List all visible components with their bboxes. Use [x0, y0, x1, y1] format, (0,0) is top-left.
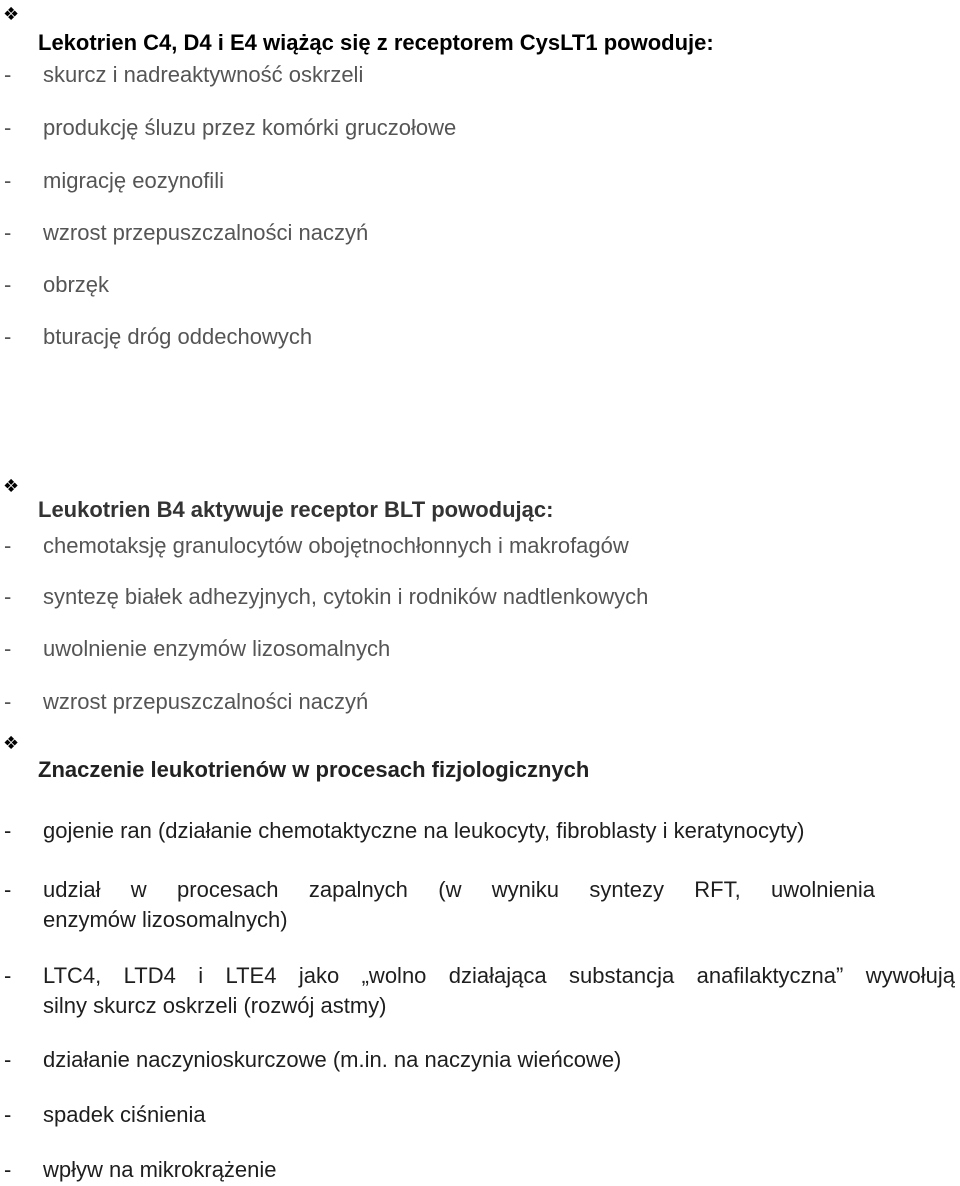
- list-item-text: gojenie ran (działanie chemotaktyczne na leukocyty, fibroblasty i keratynocyty): [43, 818, 805, 843]
- list-item-text: migrację eozynofili: [43, 168, 224, 193]
- list-item-line-1: udział w procesach zapalnych (w wyniku syntezy RFT, uwolnienia: [43, 877, 875, 902]
- dash-bullet: -: [4, 324, 12, 349]
- dash-bullet: -: [4, 62, 12, 87]
- list-item-text: wpływ na mikrokrążenie: [43, 1157, 277, 1182]
- list-item-text: [43, 961, 955, 1021]
- dash-bullet: -: [4, 533, 12, 558]
- list-item-text: działanie naczynioskurczowe (m.in. na naczynia wieńcowe): [43, 1047, 622, 1072]
- list-item-text: bturację dróg oddechowych: [43, 324, 313, 349]
- dash-bullet: -: [4, 1157, 12, 1182]
- dash-bullet: -: [4, 636, 12, 661]
- list-item-text: uwolnienie enzymów lizosomalnych: [43, 636, 391, 661]
- list-item-text: skurcz i nadreaktywność oskrzeli: [43, 62, 364, 87]
- dash-bullet: -: [4, 168, 12, 193]
- dash-bullet: -: [4, 272, 12, 297]
- list-item-text: syntezę białek adhezyjnych, cytokin i rodników nadtlenkowych: [43, 584, 649, 609]
- dash-bullet: -: [4, 584, 12, 609]
- list-item-text: wzrost przepuszczalności naczyń: [43, 220, 369, 245]
- section-3-heading: Znaczenie leukotrienów w procesach fizjologicznych: [38, 757, 590, 782]
- list-item-line-2: enzymów lizosomalnych): [43, 907, 288, 932]
- bullet-diamond-icon: ❖: [3, 4, 19, 25]
- dash-bullet: -: [4, 963, 12, 988]
- dash-bullet: -: [4, 818, 12, 843]
- list-item-text: produkcję śluzu przez komórki gruczołowe: [43, 115, 457, 140]
- dash-bullet: -: [4, 220, 12, 245]
- list-item-text: [43, 875, 875, 935]
- list-item-text: spadek ciśnienia: [43, 1102, 206, 1127]
- bullet-diamond-icon: ❖: [3, 476, 19, 497]
- list-item-text: wzrost przepuszczalności naczyń: [43, 689, 369, 714]
- section-2-heading: Leukotrien B4 aktywuje receptor BLT powodując:: [38, 497, 554, 522]
- list-item-line-1: LTC4, LTD4 i LTE4 jako „wolno działająca substancja anafilaktyczna” wywołują: [43, 963, 955, 988]
- dash-bullet: -: [4, 689, 12, 714]
- list-item-text: obrzęk: [43, 272, 110, 297]
- dash-bullet: -: [4, 1102, 12, 1127]
- bullet-diamond-icon: ❖: [3, 733, 19, 754]
- section-1-heading: Lekotrien C4, D4 i E4 wiążąc się z receptorem CysLT1 powoduje:: [38, 30, 714, 55]
- list-item-line-2: silny skurcz oskrzeli (rozwój astmy): [43, 993, 387, 1018]
- dash-bullet: -: [4, 877, 12, 902]
- dash-bullet: -: [4, 1047, 12, 1072]
- list-item-text: chemotaksję granulocytów obojętnochłonnych i makrofagów: [43, 533, 629, 558]
- dash-bullet: -: [4, 115, 12, 140]
